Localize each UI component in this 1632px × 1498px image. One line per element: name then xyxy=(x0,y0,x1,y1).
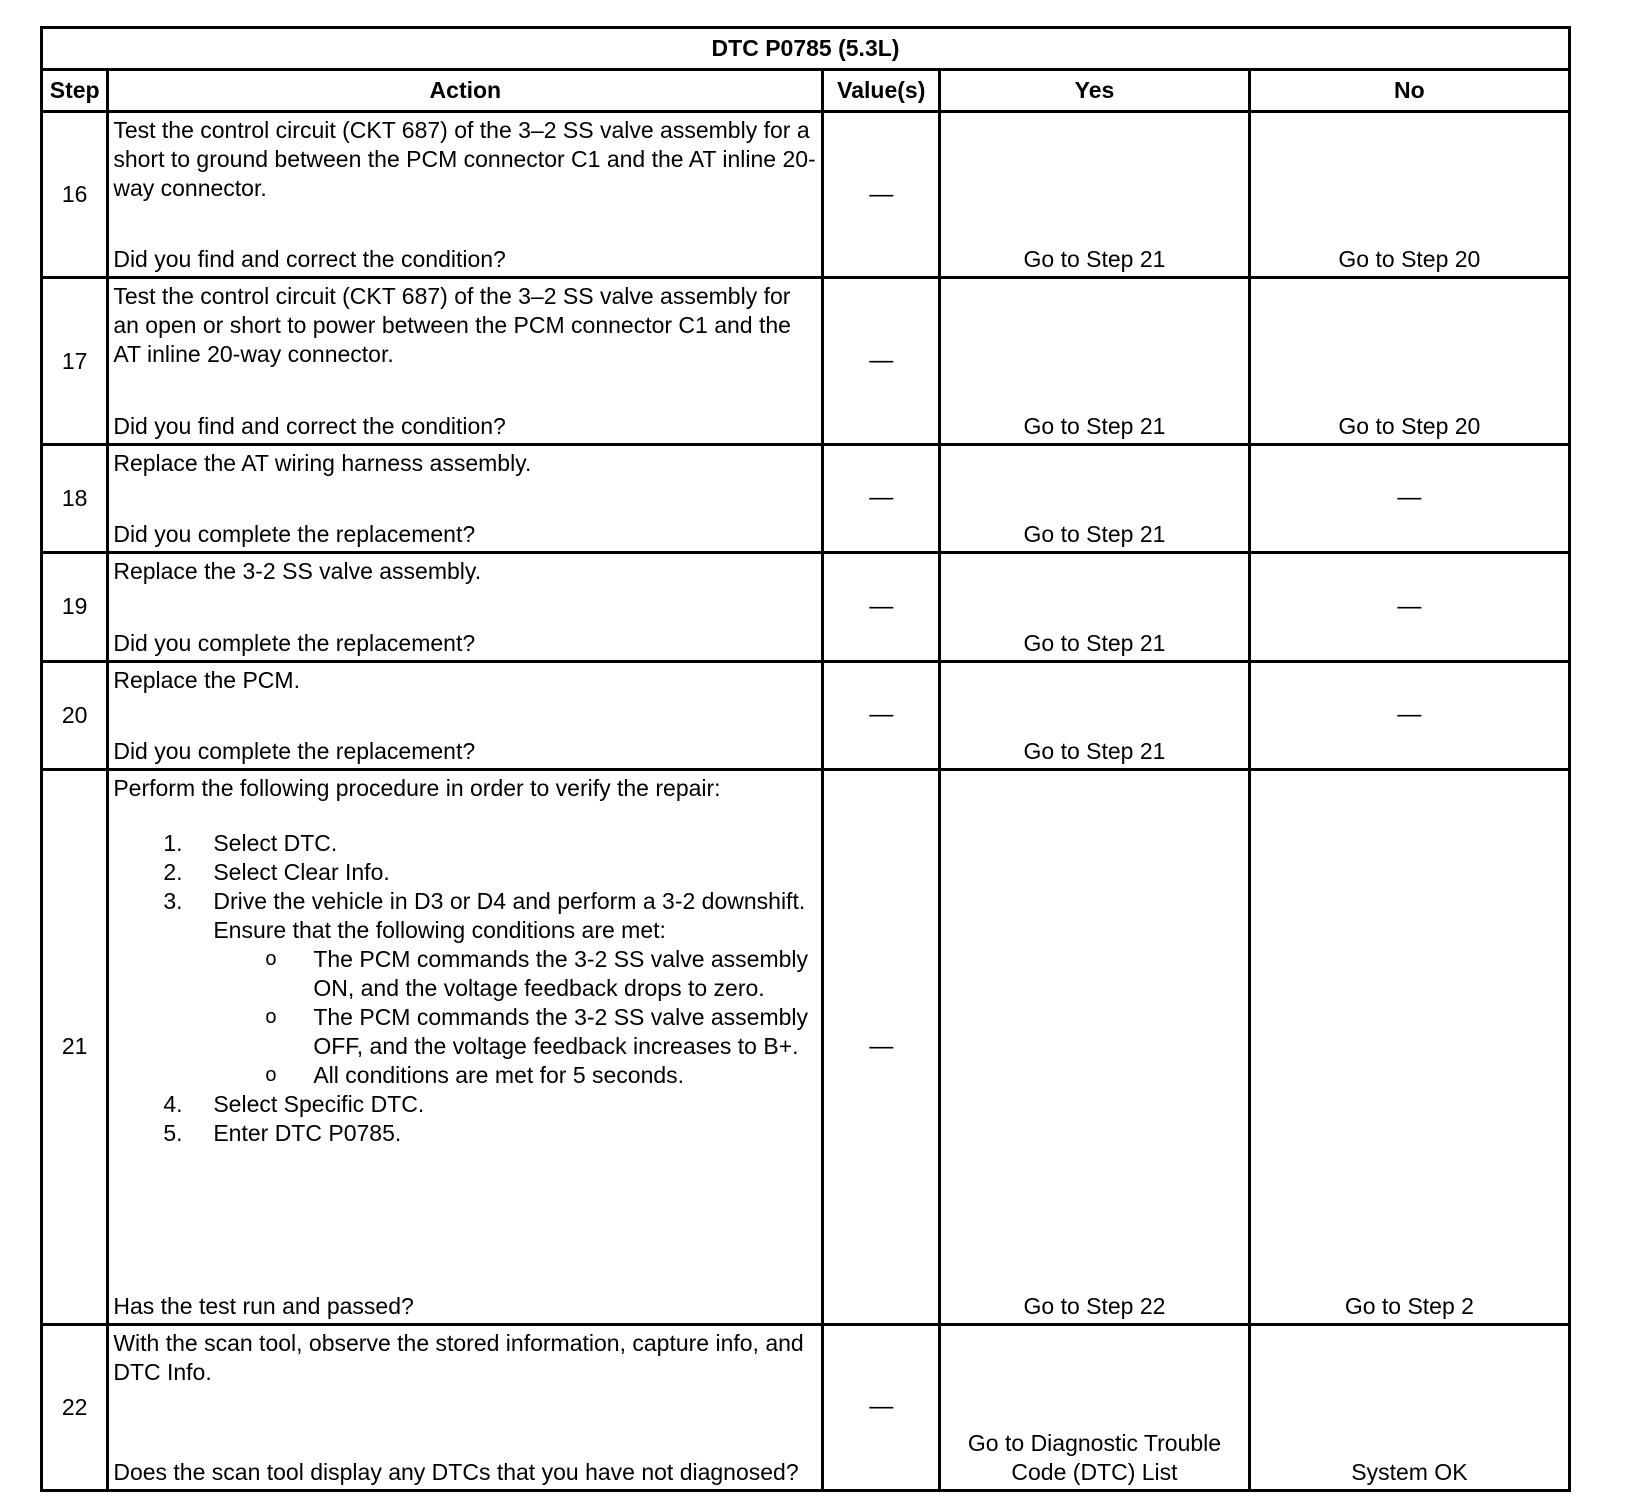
no-cell: — xyxy=(1249,661,1569,769)
action-question: Did you complete the replacement? xyxy=(113,629,476,656)
dtc-table xyxy=(40,26,1571,1492)
header-step: Step xyxy=(42,70,108,112)
circle-bullet-icon: o xyxy=(265,1064,277,1086)
table-row xyxy=(42,553,1570,661)
yes-result: Go to Step 21 xyxy=(1023,521,1166,548)
value-cell: — xyxy=(823,278,940,444)
header-values: Value(s) xyxy=(823,70,940,112)
no-result: System OK xyxy=(1351,1459,1468,1485)
header-no: No xyxy=(1249,70,1569,112)
yes-cell xyxy=(940,112,1250,278)
step-number: 18 xyxy=(42,444,108,552)
action-cell xyxy=(108,770,823,1325)
action-cell xyxy=(108,661,823,769)
yes-result: Go to Step 21 xyxy=(1023,412,1166,439)
list-item: 2. Select Clear Info. xyxy=(163,859,390,885)
no-cell xyxy=(1249,112,1569,278)
action-text: Replace the AT wiring harness assembly. xyxy=(113,449,532,476)
step-number: 16 xyxy=(42,112,108,278)
no-result: Go to Step 2 xyxy=(1344,1292,1474,1319)
list-item: 1. Select DTC. xyxy=(163,830,338,856)
action-cell xyxy=(108,112,823,278)
list-item: 3. Drive the vehicle in D3 or D4 and perform a 3-2 downshift. Ensure that the following conditions are met: o The PCM commands the 3-2 SS valve assembly ON, and the voltage feedback drops to zero. o The PCM commands the 3-2 SS valve assembly OFF, and the voltage feedback increases to B+. o All conditions are met for 5 seconds. xyxy=(213,887,817,1090)
action-text: Replace the 3-2 SS valve assembly. xyxy=(113,558,482,585)
yes-result: Go to Step 22 xyxy=(1023,1292,1166,1319)
header-yes: Yes xyxy=(940,70,1250,112)
yes-result: Go to Diagnostic Trouble Code (DTC) List xyxy=(967,1430,1222,1485)
list-item: 4. Select Specific DTC. xyxy=(163,1091,425,1117)
yes-result: Go to Step 21 xyxy=(1023,738,1166,764)
step-number: 20 xyxy=(42,661,108,769)
no-cell xyxy=(1249,770,1569,1325)
action-question: Has the test run and passed? xyxy=(113,1292,414,1319)
table-row xyxy=(42,1324,1570,1490)
conditions-list xyxy=(213,945,817,1090)
no-result: Go to Step 20 xyxy=(1338,246,1481,273)
condition-item: o The PCM commands the 3-2 SS valve assembly OFF, and the voltage feedback increases to B+. xyxy=(265,1004,809,1059)
header-action: Action xyxy=(108,70,823,112)
header-row xyxy=(42,70,1570,112)
action-question: Did you complete the replacement? xyxy=(113,521,476,548)
action-text: With the scan tool, observe the stored information, capture info, and DTC Info. xyxy=(113,1329,804,1385)
action-cell xyxy=(108,1324,823,1490)
step-number: 19 xyxy=(42,553,108,661)
step-number: 17 xyxy=(42,278,108,444)
no-cell: — xyxy=(1249,553,1569,661)
action-question: Does the scan tool display any DTCs that you have not diagnosed? xyxy=(113,1459,799,1485)
table-row xyxy=(42,112,1570,278)
value-cell: — xyxy=(823,553,940,661)
action-text: Perform the following procedure in order to verify the repair: xyxy=(113,775,721,801)
no-cell xyxy=(1249,278,1569,444)
procedure-list xyxy=(113,829,817,1148)
circle-bullet-icon: o xyxy=(265,948,277,970)
table-row xyxy=(42,444,1570,552)
action-cell xyxy=(108,553,823,661)
yes-cell xyxy=(940,1324,1250,1490)
table-row xyxy=(42,278,1570,444)
yes-cell xyxy=(940,278,1250,444)
action-question: Did you find and correct the condition? xyxy=(113,246,506,273)
yes-result: Go to Step 21 xyxy=(1023,629,1166,656)
value-cell: — xyxy=(823,1324,940,1490)
action-text: Test the control circuit (CKT 687) of the 3–2 SS valve assembly for a short to ground between the PCM connector C1 and the AT inline 20-way connector. xyxy=(113,117,816,202)
value-cell: — xyxy=(823,770,940,1325)
table-row xyxy=(42,770,1570,1325)
no-cell: — xyxy=(1249,444,1569,552)
action-question: Did you complete the replacement? xyxy=(113,738,476,764)
value-cell: — xyxy=(823,444,940,552)
yes-cell xyxy=(940,444,1250,552)
action-cell xyxy=(108,444,823,552)
no-result: Go to Step 20 xyxy=(1338,412,1481,439)
action-text: Test the control circuit (CKT 687) of the 3–2 SS valve assembly for an open or short to power between the PCM connector C1 and the AT inline 20-way connector. xyxy=(113,283,791,368)
action-question: Did you find and correct the condition? xyxy=(113,412,506,439)
step-number: 21 xyxy=(42,770,108,1325)
value-cell: — xyxy=(823,112,940,278)
action-text: Replace the PCM. xyxy=(113,666,300,693)
condition-item: o The PCM commands the 3-2 SS valve assembly ON, and the voltage feedback drops to zero. xyxy=(265,946,809,1001)
table-title: DTC P0785 (5.3L) xyxy=(42,28,1570,70)
value-cell: — xyxy=(823,661,940,769)
yes-cell xyxy=(940,553,1250,661)
step-number: 22 xyxy=(42,1324,108,1490)
yes-cell xyxy=(940,770,1250,1325)
yes-cell xyxy=(940,661,1250,769)
no-cell xyxy=(1249,1324,1569,1490)
action-cell xyxy=(108,278,823,444)
condition-item: o All conditions are met for 5 seconds. xyxy=(265,1062,685,1088)
circle-bullet-icon: o xyxy=(265,1006,277,1028)
table-row xyxy=(42,661,1570,769)
yes-result: Go to Step 21 xyxy=(1023,246,1166,273)
list-item: 5. Enter DTC P0785. xyxy=(163,1120,402,1146)
